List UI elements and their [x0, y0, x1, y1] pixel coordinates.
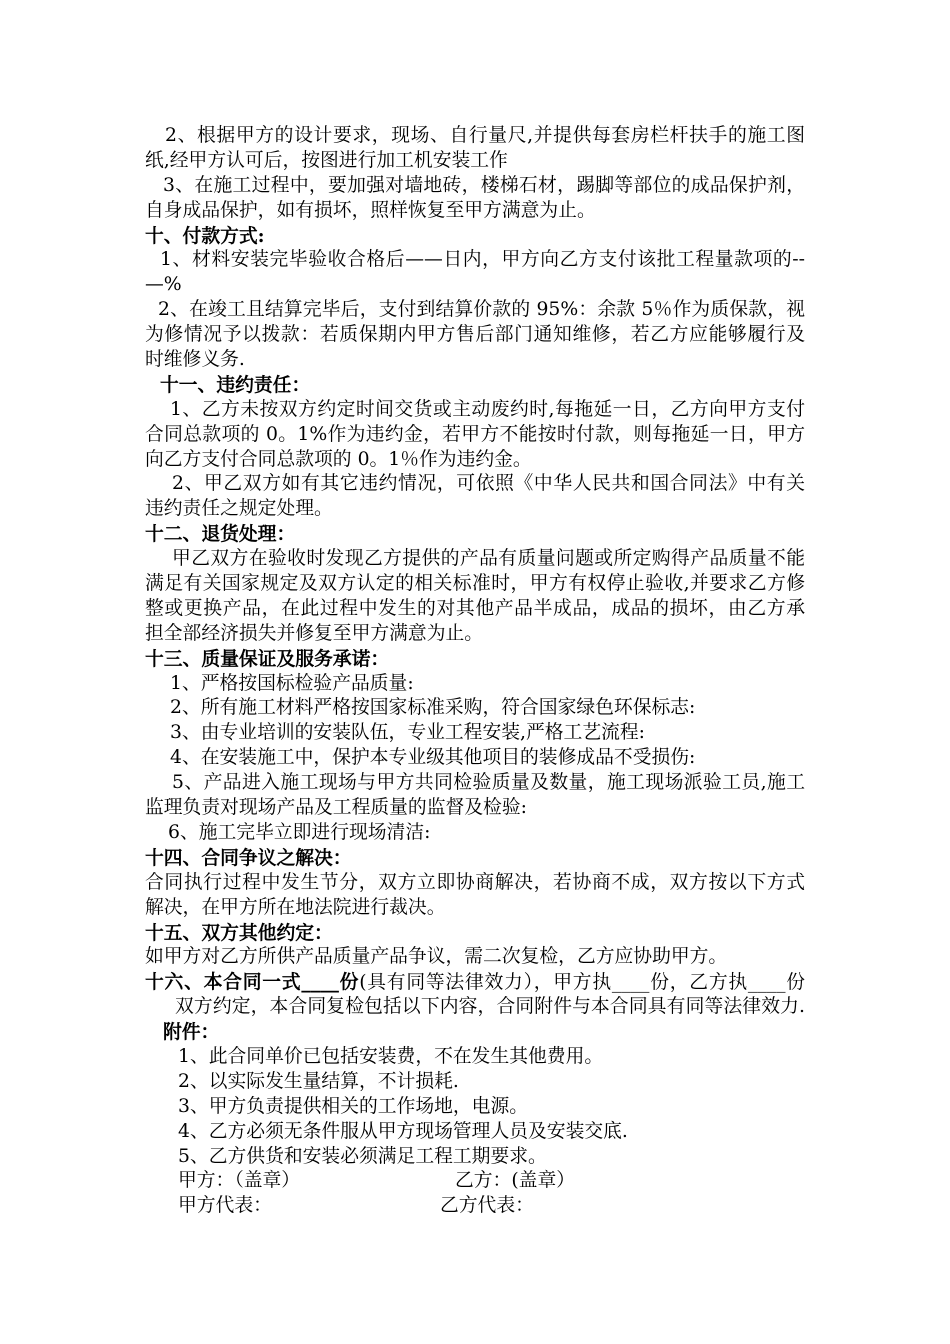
- contract-page: [145, 124, 805, 1219]
- clause-13-item-2: 2、所有施工材料严格按国家标准采购，符合国家绿色环保标志:: [170, 697, 696, 719]
- clause-11-heading: 十一、违约责任：: [160, 373, 311, 396]
- clause-13-item-5-line-2: 监理负责对现场产品及工程质量的监督及检验:: [145, 797, 527, 819]
- clause-12-heading: 十二、退货处理：: [145, 523, 296, 546]
- party-a-seal: 甲方：（盖章）: [178, 1170, 301, 1192]
- clause-16-body: 双方约定，本合同复检包括以下内容，合同附件与本合同具有同等法律效力.: [175, 996, 805, 1018]
- clause-11-item-2-line-2: 违约责任之规定处理。: [145, 498, 333, 520]
- party-b-seal: 乙方：(盖章）: [455, 1170, 576, 1192]
- clause-14-body-line-1: 合同执行过程中发生节分，双方立即协商解决，若协商不成，双方按以下方式: [145, 871, 805, 893]
- clause-12-body-line-2: 满足有关国家规定及双方认定的相关标准时，甲方有权停止验收,并要求乙方修: [145, 573, 805, 595]
- clause-13-item-1: 1、严格按国标检验产品质量:: [170, 672, 414, 694]
- clause-16-heading-rest: (具有同等法律效力），甲方执____份，乙方执____份: [359, 972, 806, 994]
- clause-9-item-2-line-2: 纸,经甲方认可后，按图进行加工机安装工作: [145, 149, 508, 171]
- clause-13-item-4: 4、在安装施工中，保护本专业级其他项目的装修成品不受损伤:: [170, 747, 696, 769]
- clause-15-heading: 十五、双方其他约定：: [145, 921, 333, 944]
- clause-13-item-3: 3、由专业培训的安装队伍，专业工程安装,严格工艺流程:: [170, 722, 645, 744]
- clause-16-line: [145, 970, 805, 995]
- clause-16-heading: 十六、本合同一式____份: [145, 971, 360, 994]
- appendix-item-3: 3、甲方负责提供相关的工作场地，电源。: [178, 1095, 529, 1117]
- clause-11-item-2-line-1: 2、甲乙双方如有其它违约情况，可依照《中华人民共和国合同法》中有关: [172, 473, 805, 495]
- appendix-item-4: 4、乙方必须无条件服从甲方现场管理人员及安装交底.: [178, 1120, 628, 1142]
- clause-10-heading: 十、付款方式:: [145, 224, 265, 247]
- clause-14-body-line-2: 解决，在甲方所在地法院进行裁决。: [145, 896, 446, 918]
- clause-12-body-line-3: 整或更换产品，在此过程中发生的对其他产品半成品，成品的损坏，由乙方承: [145, 597, 805, 619]
- appendix-item-5: 5、乙方供货和安装必须满足工程工期要求。: [178, 1145, 547, 1167]
- party-b-representative: 乙方代表：: [440, 1195, 534, 1217]
- clause-9-item-2-line-1: 2、根据甲方的设计要求，现场、自行量尺,并提供每套房栏杆扶手的施工图: [165, 125, 805, 146]
- appendix-heading: 附件：: [163, 1021, 220, 1044]
- clause-10-item-1-line-1: 1、材料安装完毕验收合格后——日内，甲方向乙方支付该批工程量款项的--: [160, 249, 805, 271]
- clause-13-heading: 十三、质量保证及服务承诺：: [145, 647, 390, 670]
- clause-10-item-2-line-2: 为修情况予以拨款：若质保期内甲方售后部门通知维修，若乙方应能够履行及: [145, 324, 805, 346]
- clause-10-item-1-line-2: —%: [145, 274, 182, 296]
- clause-11-item-1-line-1: 1、乙方未按双方约定时间交货或主动废约时,每拖延一日，乙方向甲方支付: [170, 398, 805, 420]
- clause-9-item-3-line-2: 自身成品保护，如有损坏，照样恢复至甲方满意为止。: [145, 199, 596, 221]
- clause-13-item-6: 6、施工完毕立即进行现场清洁:: [168, 821, 431, 843]
- clause-11-item-1-line-2: 合同总款项的 0。1%作为违约金，若甲方不能按时付款，则每拖延一日，甲方: [145, 423, 805, 445]
- clause-11-item-1-line-3: 向乙方支付合同总款项的 0。1％作为违约金。: [145, 448, 532, 470]
- clause-10-item-2-line-3: 时维修义务.: [145, 349, 245, 371]
- clause-15-body: 如甲方对乙方所供产品质量产品争议，需二次复检，乙方应协助甲方。: [145, 946, 728, 968]
- signature-seal-row: [145, 1169, 805, 1194]
- appendix-item-2: 2、以实际发生量结算，不计损耗.: [178, 1070, 459, 1092]
- clause-14-heading: 十四、合同争议之解决：: [145, 846, 352, 869]
- clause-12-body-line-4: 担全部经济损失并修复至甲方满意为止。: [145, 622, 484, 644]
- clause-13-item-5-line-1: 5、产品进入施工现场与甲方共同检验质量及数量，施工现场派验工员,施工: [172, 772, 805, 794]
- signature-rep-row: [145, 1194, 805, 1219]
- clause-10-item-2-line-1: 2、在竣工且结算完毕后，支付到结算价款的 95%：余款 5％作为质保款，视: [158, 299, 805, 321]
- appendix-item-1: 1、此合同单价已包括安装费，不在发生其他费用。: [178, 1045, 604, 1067]
- clause-12-body-line-1: 甲乙双方在验收时发现乙方提供的产品有质量问题或所定购得产品质量不能: [172, 548, 805, 570]
- clause-9-item-3-line-1: 3、在施工过程中，要加强对墙地砖，楼梯石材，踢脚等部位的成品保护剂，: [163, 174, 805, 196]
- party-a-representative: 甲方代表：: [178, 1195, 272, 1217]
